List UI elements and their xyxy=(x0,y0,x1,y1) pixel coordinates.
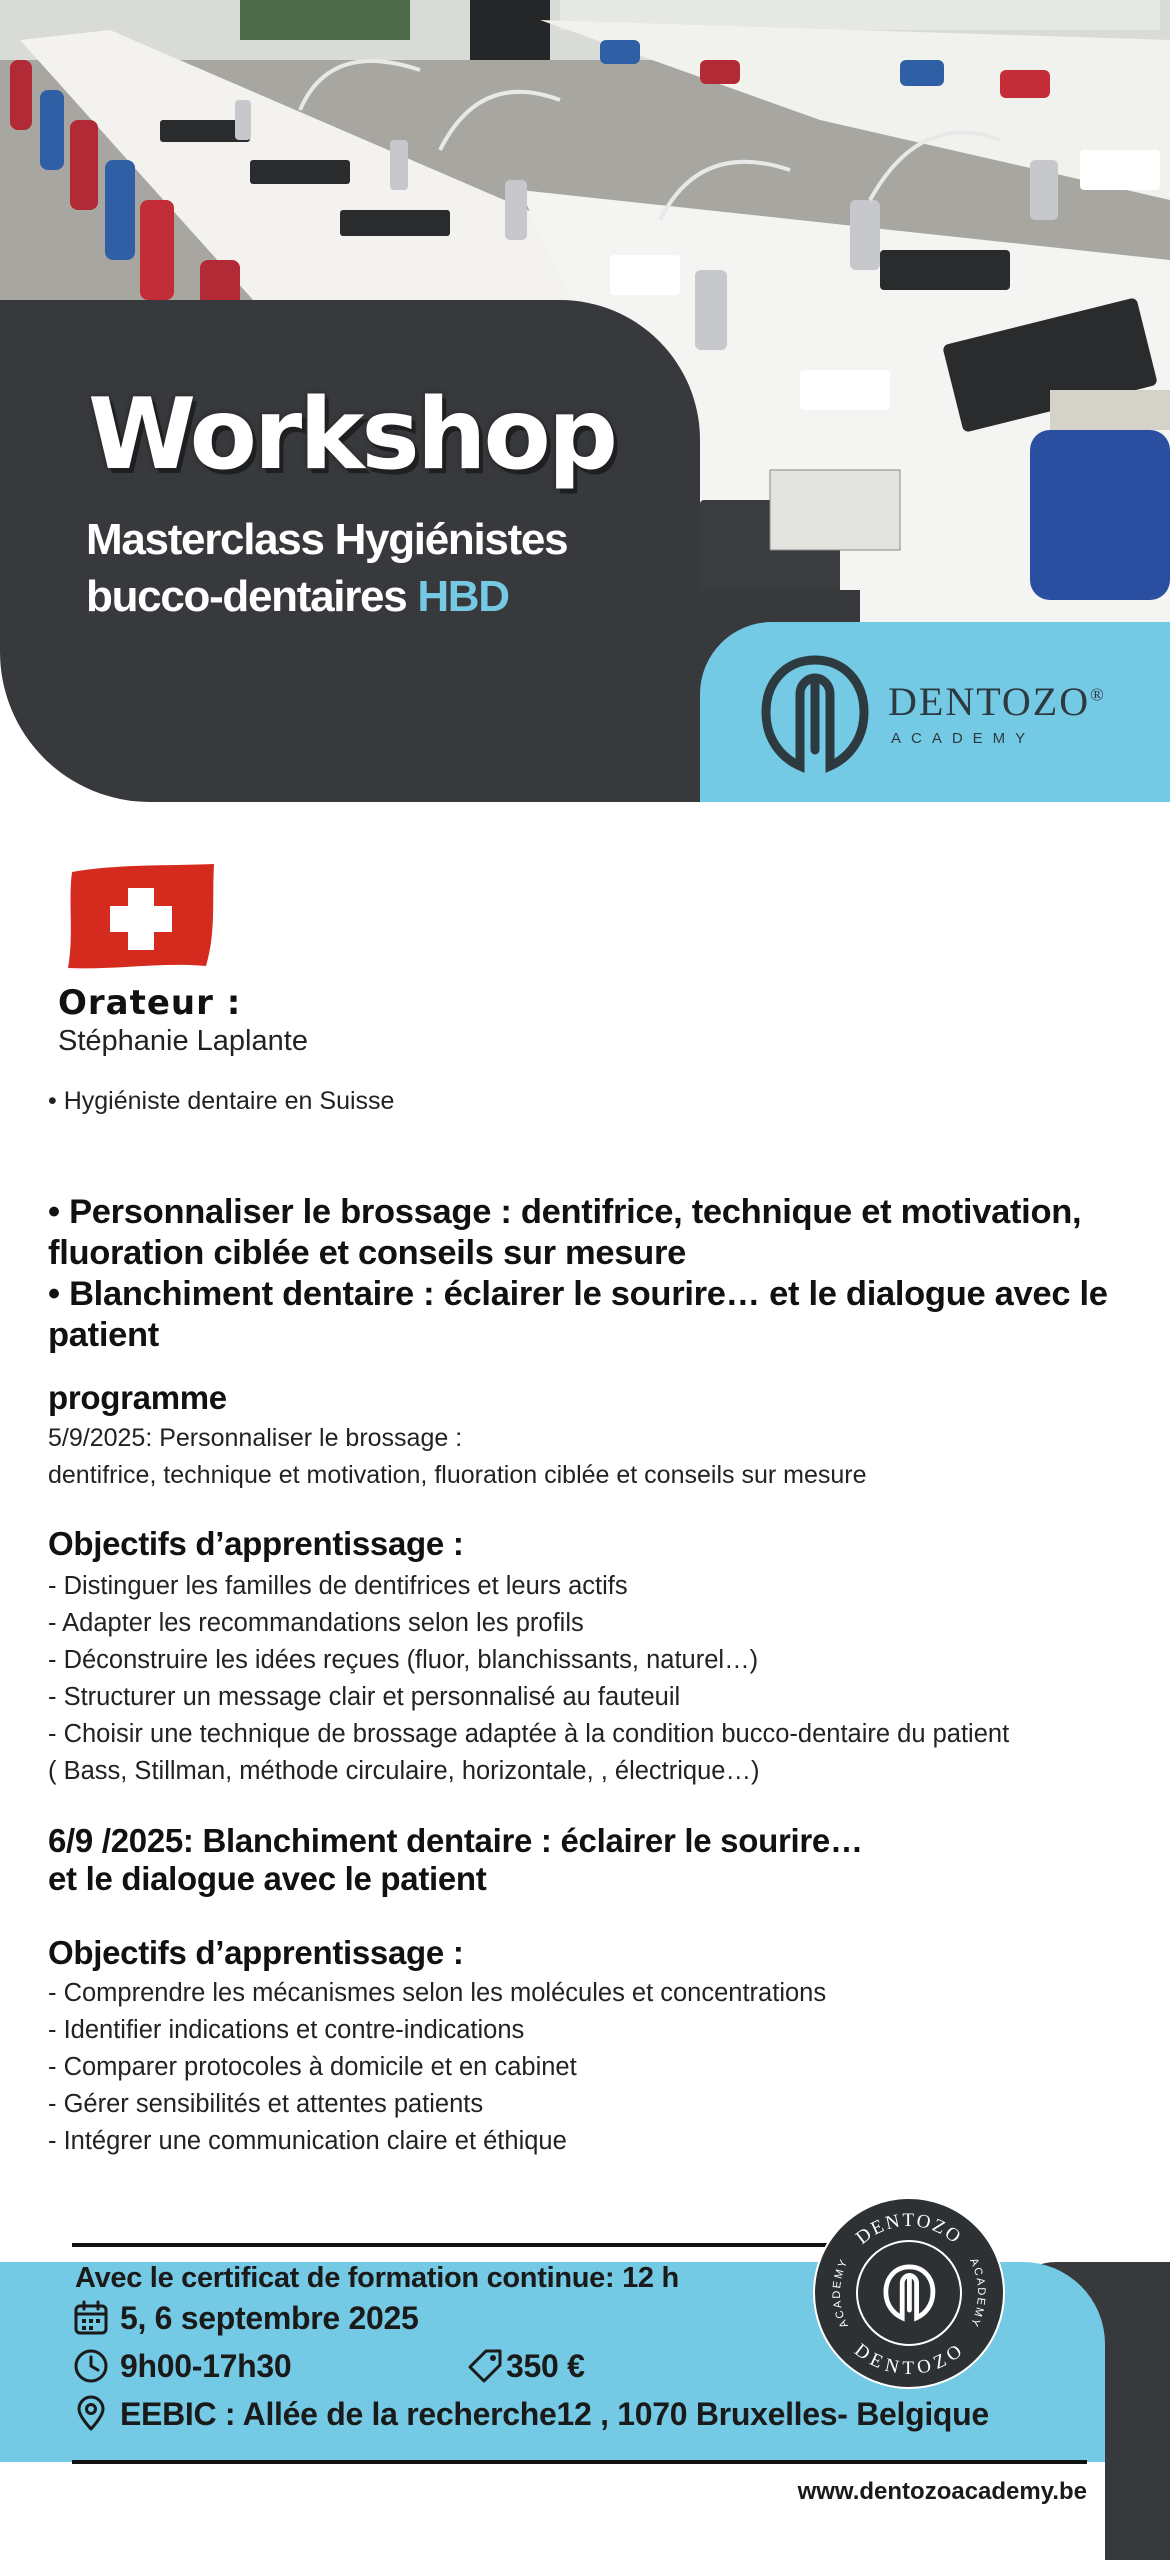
event-location: EEBIC : Allée de la recherche12 , 1070 Bruxelles- Belgique xyxy=(120,2395,989,2432)
session-2-title xyxy=(48,1822,863,1898)
logo-tagline: ACADEMY xyxy=(891,730,1036,747)
logo-name-text: DENTOZO xyxy=(888,679,1091,724)
session-2-line-2: et le dialogue avec le patient xyxy=(48,1860,487,1897)
event-price: 350 € xyxy=(506,2347,585,2384)
topic-item: • Personnaliser le brossage : dentifrice, technique et motivation, fluoration ciblée et conseils sur mesure xyxy=(48,1193,1082,1272)
topic-summary xyxy=(48,1192,1138,1356)
speaker-name: Stéphanie Laplante xyxy=(58,1025,308,1057)
list-item: - Adapter les recommandations selon les profils xyxy=(48,1609,584,1637)
hero-banner xyxy=(0,0,1170,802)
list-item: - Identifier indications et contre-indications xyxy=(48,2016,525,2044)
badge-top-text: DENTOZO xyxy=(852,2210,966,2249)
list-item: - Intégrer une communication claire et éthique xyxy=(48,2127,567,2155)
programme-line-1: 5/9/2025: Personnaliser le brossage : xyxy=(48,1424,463,1452)
objectives-list-2 xyxy=(48,1975,826,2160)
website-link[interactable]: www.dentozoacademy.be xyxy=(797,2478,1087,2505)
subtitle-line-1: Masterclass Hygiénistes xyxy=(86,515,568,564)
list-item: - Déconstruire les idées reçues (fluor, blanchissants, naturel…) xyxy=(48,1646,759,1674)
objectives-heading-2: Objectifs d’apprentissage : xyxy=(48,1934,464,1971)
topic-item: • Blanchiment dentaire : éclairer le sourire… et le dialogue avec le patient xyxy=(48,1275,1108,1354)
price-row xyxy=(466,2344,585,2388)
list-item: - Choisir une technique de brossage adaptée à la condition bucco-dentaire du patient xyxy=(48,1720,1010,1748)
list-item: - Comprendre les mécanismes selon les molécules et concentrations xyxy=(48,1979,827,2007)
list-item: - Structurer un message clair et personnalisé au fauteuil xyxy=(48,1683,681,1711)
badge-right-text: ACADEMY xyxy=(967,2256,988,2330)
registered-mark: ® xyxy=(1090,684,1104,705)
programme-heading: programme xyxy=(48,1379,227,1416)
speaker-role: • Hygiéniste dentaire en Suisse xyxy=(48,1087,395,1115)
footer-bottom-strip xyxy=(0,2462,1105,2560)
event-dates: 5, 6 septembre 2025 xyxy=(120,2299,419,2336)
event-hours: 9h00-17h30 xyxy=(120,2347,292,2384)
badge-bottom-text: DENTOZO xyxy=(850,2339,968,2379)
location-pin-icon xyxy=(72,2395,110,2433)
logo-wordmark xyxy=(888,678,1104,725)
list-item: - Comparer protocoles à domicile et en cabinet xyxy=(48,2053,577,2081)
list-item: - Gérer sensibilités et attentes patients xyxy=(48,2090,484,2118)
speaker-heading: Orateur : xyxy=(58,983,242,1023)
price-tag-icon xyxy=(466,2347,504,2385)
clock-icon xyxy=(72,2347,110,2385)
footer-bottom-divider xyxy=(72,2460,1087,2464)
list-item: ( Bass, Stillman, méthode circulaire, horizontale, , électrique…) xyxy=(48,1757,760,1785)
location-row xyxy=(72,2392,989,2436)
workshop-title: Workshop xyxy=(88,378,616,492)
subtitle-highlight: HBD xyxy=(417,572,509,621)
badge-left-text: ACADEMY xyxy=(830,2256,851,2330)
subtitle-line-2 xyxy=(86,572,509,622)
session-2-line-1: 6/9 /2025: Blanchiment dentaire : éclairer le sourire… xyxy=(48,1822,863,1859)
hours-row xyxy=(72,2344,291,2388)
objectives-list-1 xyxy=(48,1568,1009,1790)
dentozo-logo[interactable] xyxy=(760,654,1120,774)
list-item: - Distinguer les familles de dentifrices et leurs actifs xyxy=(48,1572,628,1600)
footer-top-divider xyxy=(72,2243,842,2247)
certificate-note: Avec le certificat de formation continue: 12 h xyxy=(75,2262,679,2294)
calendar-icon xyxy=(72,2299,110,2337)
dentozo-academy-badge xyxy=(812,2196,1006,2390)
objectives-heading-1: Objectifs d’apprentissage : xyxy=(48,1525,464,1562)
dentozo-tooth-logo-icon xyxy=(760,654,870,774)
programme-line-2: dentifrice, technique et motivation, fluoration ciblée et conseils sur mesure xyxy=(48,1461,867,1489)
subtitle-text: bucco-dentaires xyxy=(86,572,407,621)
dates-row xyxy=(72,2296,419,2340)
swiss-flag-icon xyxy=(66,862,218,972)
